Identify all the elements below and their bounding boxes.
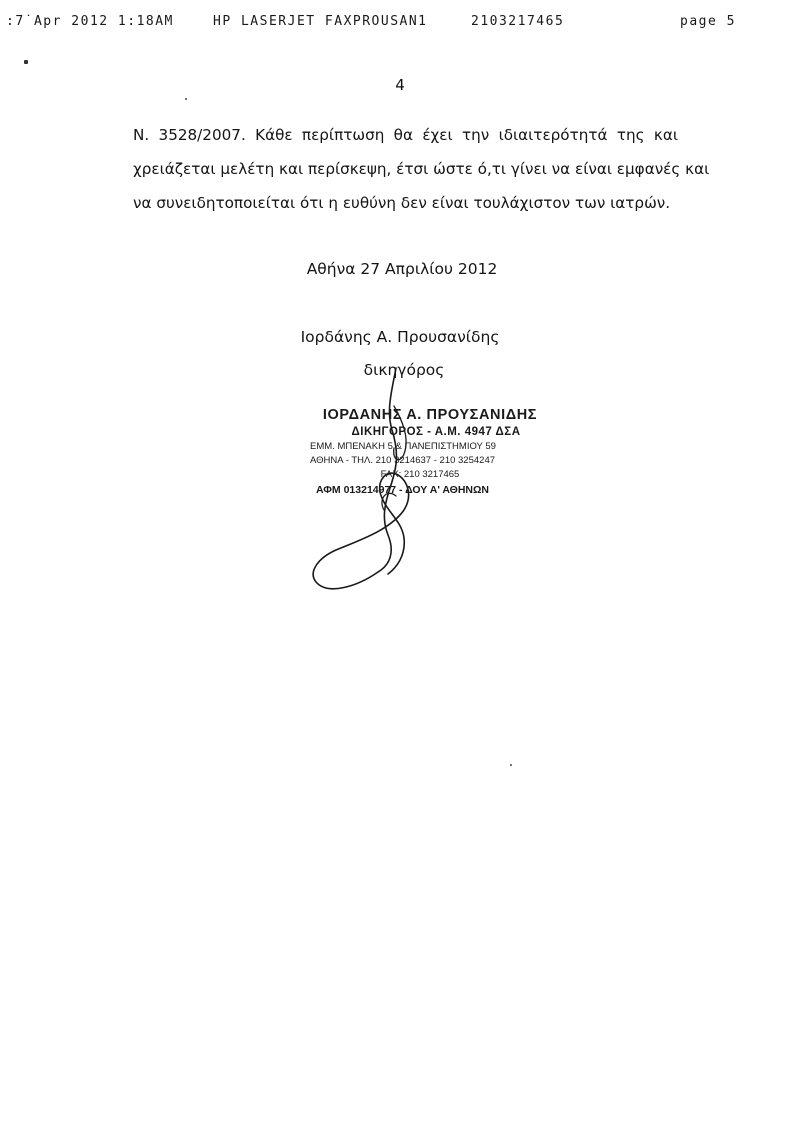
signer-title: δικηγόρος bbox=[363, 361, 445, 379]
body-line: να συνειδητοποιείται ότι η ευθύνη δεν είναι τουλάχιστον των ιατρών. bbox=[133, 194, 671, 212]
body-paragraph bbox=[133, 118, 710, 220]
stamp-role: ΔΙΚΗΓΟΡΟΣ - Α.Μ. 4947 ΔΣΑ bbox=[351, 426, 521, 438]
stamp-name: ΙΟΡΔΑΝΗΣ Α. ΠΡΟΥΣΑΝΙΔΗΣ bbox=[322, 407, 538, 423]
fax-number: 2103217465 bbox=[471, 14, 565, 29]
body-line: N. 3528/2007. Κάθε περίπτωση θα έχει την ιδιαιτερότητά της και bbox=[133, 126, 678, 144]
place-and-date: Αθήνα 27 Απριλίου 2012 bbox=[306, 260, 498, 278]
fax-page-label: page 5 bbox=[680, 14, 736, 29]
handwritten-signature bbox=[300, 360, 440, 600]
stamp-fax: FAX: 210 3217465 bbox=[380, 469, 460, 480]
page-number: 4 bbox=[395, 76, 405, 94]
scan-dot bbox=[510, 764, 512, 766]
stamp-phones: ΑΘΗΝΑ - ΤΗΛ. 210 3214637 - 210 3254247 bbox=[310, 455, 496, 466]
body-line: χρειάζεται μελέτη και περίσκεψη, έτσι ώστε ό,τι γίνει να είναι εμφανές και bbox=[133, 160, 710, 178]
signer-name: Ιορδάνης Α. Προυσανίδης bbox=[300, 328, 500, 346]
stamp-address: ΕΜΜ. ΜΠΕΝΑΚΗ 5 & ΠΑΝΕΠΙΣΤΗΜΙΟΥ 59 bbox=[310, 441, 496, 452]
scan-speck bbox=[24, 60, 28, 64]
fax-transmission-header bbox=[0, 14, 800, 34]
fax-device-name: HP LASERJET FAXPROUSAN1 bbox=[213, 14, 428, 29]
stamp-tax-id: ΑΦΜ 013214977 - ΔΟΥ Α' ΑΘΗΝΩΝ bbox=[316, 484, 489, 496]
fax-datetime: :7˙Apr 2012 1:18AM bbox=[6, 14, 174, 29]
scan-dot bbox=[185, 98, 187, 100]
